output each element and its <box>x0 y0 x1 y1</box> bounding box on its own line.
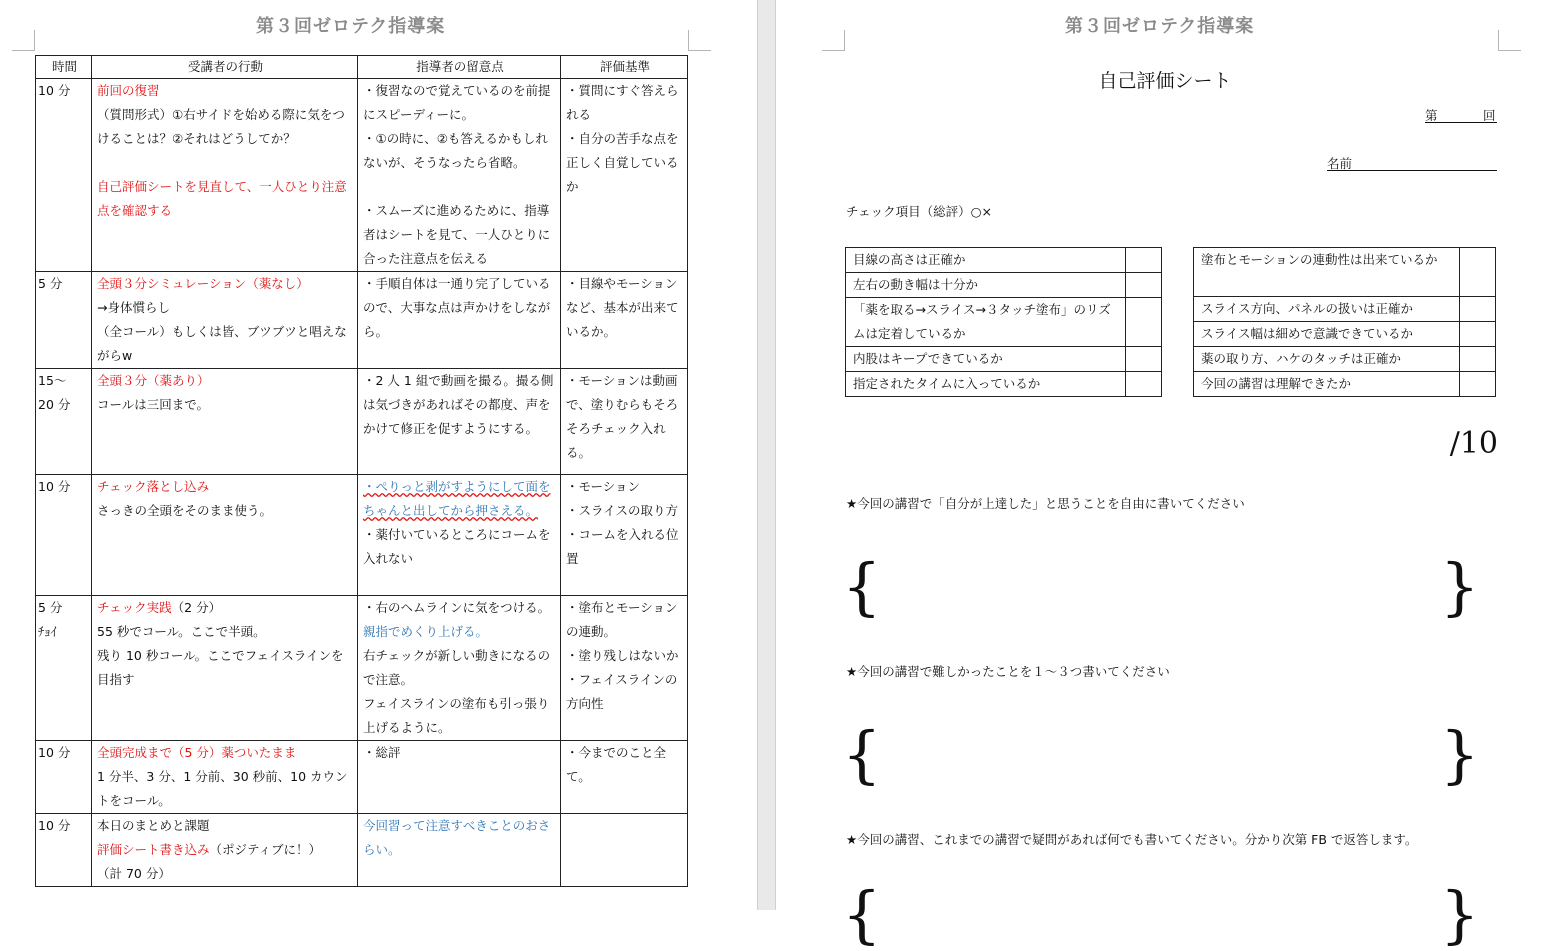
criteria-cell <box>561 814 688 887</box>
notes-paragraph <box>363 369 557 441</box>
check-row <box>846 298 1162 347</box>
criteria-text: ・スライスの取り方 <box>566 503 679 518</box>
criteria-cell <box>561 369 688 475</box>
check-item: 内股はキープできているか <box>846 347 1126 372</box>
check-mark-cell[interactable] <box>1460 297 1496 322</box>
action-paragraph <box>97 369 354 393</box>
sheet-title: 自己評価シート <box>1098 70 1232 92</box>
action-paragraph <box>97 320 354 368</box>
notes-paragraph <box>363 644 557 692</box>
criteria-text: ・塗り残しはないか <box>566 648 679 663</box>
criteria-text: ・目線やモーションなど、基本が出来ているか。 <box>566 276 679 339</box>
time-cell <box>36 475 92 596</box>
action-text: 前回の復習 <box>97 83 160 98</box>
prompt-improved: ★今回の講習で「自分が上達した」と思うことを自由に書いてください <box>846 496 1245 511</box>
notes-text: 右チェックが新しい動きになるので注意。 <box>363 648 551 687</box>
open-brace: { <box>842 878 882 951</box>
table-row <box>36 272 688 369</box>
round-underline <box>1425 122 1497 123</box>
check-mark-cell[interactable] <box>1460 248 1496 297</box>
notes-text: ・スムーズに進めるために、指導者はシートを見て、一人ひとりに合った注意点を伝える <box>363 203 551 266</box>
notes-cell <box>358 741 561 814</box>
page-header: 第３回ゼロテク指導案 <box>1065 16 1255 37</box>
notes-text: ・右のヘムラインに気をつける。 <box>363 600 551 615</box>
notes-cell <box>358 79 561 272</box>
crop-mark <box>822 30 845 51</box>
notes-text: ・2 人 1 組で動画を撮る。撮る側は気づきがあればその都度、声をかけて修正を促すようにする。 <box>363 373 554 436</box>
notes-paragraph <box>363 596 557 644</box>
criteria-cell <box>561 272 688 369</box>
notes-paragraph <box>363 272 557 344</box>
check-mark-cell[interactable] <box>1460 372 1496 397</box>
notes-paragraph <box>363 692 557 740</box>
open-brace: { <box>842 550 882 623</box>
check-mark-cell[interactable] <box>1460 322 1496 347</box>
action-cell <box>92 814 358 887</box>
round-label: 第 <box>1425 108 1438 123</box>
criteria-text: ・質問にすぐ答えられる <box>566 83 679 122</box>
column-header: 評価基準 <box>561 56 688 79</box>
document-page-left[interactable] <box>0 0 757 910</box>
check-item: スライス幅は細めで意識できているか <box>1194 322 1460 347</box>
check-item: 左右の動き幅は十分か <box>846 273 1126 298</box>
time-cell <box>36 814 92 887</box>
check-item: 今回の講習は理解できたか <box>1194 372 1460 397</box>
check-row <box>1194 322 1496 347</box>
criteria-paragraph <box>566 127 684 199</box>
action-suffix: （2 分） <box>171 600 222 615</box>
time-cell <box>36 272 92 369</box>
action-text: チェック実践 <box>97 600 172 615</box>
close-brace: } <box>1440 718 1480 791</box>
notes-cell <box>358 369 561 475</box>
action-text: 1 分半、3 分、1 分前、30 秒前、10 カウントをコール。 <box>97 769 348 808</box>
table-row <box>36 741 688 814</box>
time-text: 15～ <box>38 373 67 388</box>
action-paragraph <box>97 692 354 716</box>
check-mark-cell[interactable] <box>1126 273 1162 298</box>
action-paragraph <box>97 296 354 320</box>
criteria-paragraph <box>566 475 684 499</box>
check-item: 目線の高さは正確か <box>846 248 1126 273</box>
notes-cell <box>358 596 561 741</box>
criteria-paragraph <box>566 499 684 523</box>
action-paragraph <box>97 393 354 417</box>
action-paragraph <box>97 862 354 886</box>
criteria-text: ・フェイスラインの方向性 <box>566 672 678 711</box>
time-cell <box>36 79 92 272</box>
notes-text: ・ぺりっと剥がすようにして面をちゃんと出してから押さえる。 <box>363 479 551 518</box>
action-text: （質問形式）①右サイドを始める際に気をつけることは？②それはどうしてか？ <box>97 107 345 146</box>
prompt-difficult: ★今回の講習で難しかったことを１～３つ書いてください <box>846 664 1170 679</box>
action-text: 本日のまとめと課題 <box>97 818 210 833</box>
action-cell <box>92 272 358 369</box>
action-text: 自己評価シートを見直して、一人ひとり注意点を確認する <box>97 179 347 218</box>
action-paragraph <box>97 499 354 523</box>
table-row <box>36 475 688 596</box>
crop-mark <box>1498 30 1521 51</box>
time-text: 10 分 <box>38 745 71 760</box>
table-row <box>36 79 688 272</box>
notes-text: ・総評 <box>363 745 401 760</box>
check-row <box>846 347 1162 372</box>
time-text: 5 分 <box>38 276 63 291</box>
action-paragraph <box>97 765 354 813</box>
criteria-paragraph <box>566 369 684 465</box>
action-paragraph <box>97 103 354 151</box>
notes-text: ・①の時に、②も答えるかもしれないが、そうなったら省略。 <box>363 131 548 170</box>
lesson-plan-table <box>35 55 688 887</box>
round-label: 回 <box>1483 108 1496 123</box>
check-row <box>846 372 1162 397</box>
notes-paragraph <box>363 199 557 271</box>
criteria-text: ・コームを入れる位置 <box>566 527 679 566</box>
document-page-right[interactable] <box>776 0 1554 951</box>
crop-mark <box>688 30 711 51</box>
notes-paragraph <box>363 741 557 765</box>
check-row <box>1194 347 1496 372</box>
action-paragraph <box>97 838 354 862</box>
action-paragraph <box>97 151 354 175</box>
action-paragraph <box>97 620 354 644</box>
action-paragraph <box>97 175 354 223</box>
criteria-text: ・塗布とモーションの連動。 <box>566 600 678 639</box>
criteria-paragraph <box>566 272 684 344</box>
action-text: さっきの全頭をそのまま使う。 <box>97 503 273 518</box>
column-header: 受講者の行動 <box>92 56 358 79</box>
table-row <box>36 369 688 475</box>
criteria-paragraph <box>566 79 684 127</box>
check-row <box>846 273 1162 298</box>
column-header: 時間 <box>36 56 92 79</box>
table-row <box>36 596 688 741</box>
prompt-questions: ★今回の講習、これまでの講習で疑問があれば何でも書いてください。分かり次第 FB で返答します。 <box>846 832 1418 847</box>
criteria-paragraph <box>566 523 684 571</box>
check-row <box>1194 297 1496 322</box>
action-text: （計 70 分） <box>97 866 171 881</box>
crop-mark <box>12 30 35 51</box>
notes-text: 今回習って注意すべきことのおさらい。 <box>363 818 551 857</box>
column-header: 指導者の留意点 <box>358 56 561 79</box>
time-cell <box>36 596 92 741</box>
table-header-row <box>36 56 688 79</box>
criteria-text: ・今までのこと全て。 <box>566 745 667 784</box>
action-paragraph <box>97 741 354 765</box>
check-mark-cell[interactable] <box>1126 347 1162 372</box>
time-text: 5 分 <box>38 600 63 615</box>
action-paragraph <box>97 475 354 499</box>
close-brace: } <box>1440 550 1480 623</box>
page-header: 第３回ゼロテク指導案 <box>256 16 446 37</box>
time-text: 10 分 <box>38 818 71 833</box>
criteria-paragraph <box>566 644 684 668</box>
notes-paragraph <box>363 127 557 175</box>
notes-cell <box>358 475 561 596</box>
action-text: チェック落とし込み <box>97 479 210 494</box>
notes-cell <box>358 272 561 369</box>
criteria-paragraph <box>566 814 684 838</box>
time-text: 10 分 <box>38 83 71 98</box>
criteria-text: ・モーション <box>566 479 641 494</box>
action-paragraph <box>97 596 354 620</box>
time-text: 20 分 <box>38 397 71 412</box>
time-text <box>38 838 87 862</box>
notes-paragraph <box>363 79 557 127</box>
open-brace: { <box>842 718 882 791</box>
check-heading: チェック項目（総評）○× <box>846 204 993 219</box>
action-text: （全コール）もしくは皆、ブツブツと唱えながらw <box>97 324 347 363</box>
action-text: 全頭完成まで（5 分）薬ついたまま <box>97 745 297 760</box>
notes-paragraph <box>363 814 557 862</box>
check-mark-cell[interactable] <box>1126 248 1162 273</box>
notes-paragraph <box>363 475 557 523</box>
check-item: 「薬を取る→スライス→３タッチ塗布」のリズムは定着しているか <box>846 298 1126 347</box>
action-suffix: （ポジティブに！） <box>209 842 322 857</box>
notes-text: フェイスラインの塗布も引っ張り上げるように。 <box>363 696 550 735</box>
action-text: 55 秒でコール。ここで半頭。 <box>97 624 266 639</box>
time-cell <box>36 369 92 475</box>
action-paragraph <box>97 79 354 103</box>
check-item: 薬の取り方、ハケのタッチは正確か <box>1194 347 1460 372</box>
check-row <box>846 248 1162 273</box>
time-text: 10 分 <box>38 479 71 494</box>
action-cell <box>92 741 358 814</box>
score-total: /10 <box>1449 426 1498 461</box>
check-table-right <box>1193 247 1496 397</box>
name-underline <box>1327 170 1497 171</box>
check-row <box>1194 248 1496 297</box>
criteria-text: ・自分の苦手な点を正しく自覚しているか <box>566 131 679 194</box>
action-paragraph <box>97 272 354 296</box>
action-text: コールは三回まで。 <box>97 397 210 412</box>
action-text: 評価シート書き込み <box>97 842 210 857</box>
criteria-cell <box>561 79 688 272</box>
action-cell <box>92 475 358 596</box>
check-row <box>1194 372 1496 397</box>
notes-paragraph <box>363 523 557 571</box>
check-item: スライス方向、パネルの扱いは正確か <box>1194 297 1460 322</box>
check-item: 塗布とモーションの連動性は出来ているか <box>1194 248 1460 297</box>
criteria-cell <box>561 741 688 814</box>
action-cell <box>92 596 358 741</box>
time-text: ﾁｮｲ <box>38 624 57 639</box>
action-cell <box>92 369 358 475</box>
notes-cell <box>358 814 561 887</box>
action-text: 全頭３分シミュレーション（薬なし） <box>97 276 309 291</box>
name-label: 名前 <box>1327 156 1353 171</box>
notes-text: ・手順自体は一通り完了しているので、大事な点は声かけをしながら。 <box>363 276 551 339</box>
action-text: 残り 10 秒コール。ここでフェイスラインを目指す <box>97 648 344 687</box>
criteria-text: ・モーションは動画で、塗りむらもそろそろチェック入れる。 <box>566 373 679 460</box>
action-paragraph <box>97 814 354 838</box>
criteria-paragraph <box>566 596 684 644</box>
criteria-cell <box>561 475 688 596</box>
action-paragraph <box>97 644 354 692</box>
check-mark-cell[interactable] <box>1460 347 1496 372</box>
criteria-paragraph <box>566 741 684 789</box>
criteria-paragraph <box>566 668 684 716</box>
time-cell <box>36 741 92 814</box>
notes-text: ・薬付いているところにコームを入れない <box>363 527 551 566</box>
check-item: 指定されたタイムに入っているか <box>846 372 1126 397</box>
close-brace: } <box>1440 878 1480 951</box>
notes-paragraph <box>363 175 557 199</box>
action-cell <box>92 79 358 272</box>
check-table-left <box>845 247 1162 397</box>
criteria-paragraph <box>566 199 684 223</box>
notes-text: ・復習なので覚えているのを前提にスピーディーに。 <box>363 83 551 122</box>
criteria-cell <box>561 596 688 741</box>
page-gutter <box>757 0 776 910</box>
notes-highlight: 親指でめくり上げる。 <box>363 624 489 639</box>
table-row <box>36 814 688 887</box>
action-text: →身体慣らし <box>97 300 170 315</box>
check-mark-cell[interactable] <box>1126 372 1162 397</box>
check-mark-cell[interactable] <box>1126 298 1162 347</box>
action-text: 全頭３分（薬あり） <box>97 373 210 388</box>
